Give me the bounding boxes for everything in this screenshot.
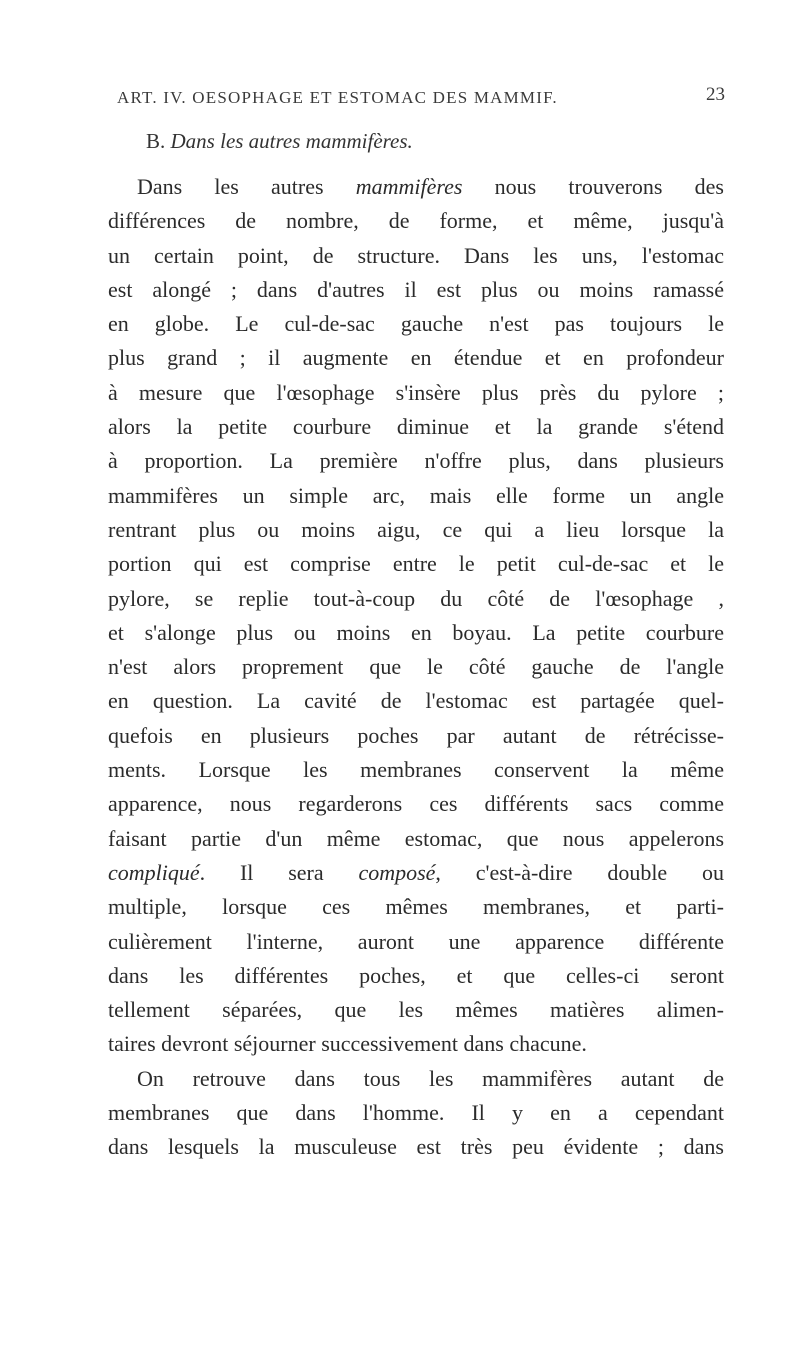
text-segment: nous trouverons des [462, 174, 724, 199]
text-line [108, 890, 724, 924]
text-segment: culièrement l'interne, auront une apparence différente [108, 928, 724, 954]
italic-term: composé [358, 859, 436, 885]
page-number: 23 [706, 84, 725, 105]
text-segment: en question. La cavité de l'estomac est partagée quel- [108, 688, 724, 714]
text-segment: faisant partie d'un même estomac, que nous appelerons [108, 825, 724, 851]
text-line [108, 582, 724, 616]
text-line [108, 341, 724, 375]
text-segment: et s'alonge plus ou moins en boyau. La petite courbure [108, 619, 724, 645]
text-line [108, 959, 724, 993]
text-line [108, 925, 724, 959]
text-segment: dans lesquels la musculeuse est très peu évidente ; dans [108, 1134, 724, 1160]
italic-term: mammifères [355, 174, 463, 199]
paragraph-2 [108, 1062, 724, 1165]
text-segment: apparence, nous regarderons ces différents sacs comme [108, 791, 724, 817]
text-segment: dans les différentes poches, et que celles-ci seront [108, 962, 724, 988]
text-segment: en globe. Le cul-de-sac gauche n'est pas toujours le [108, 311, 724, 337]
text-line [108, 787, 724, 821]
section-title: Dans les autres mammifères. [170, 129, 413, 153]
text-line [108, 307, 724, 341]
text-segment: alors la petite courbure diminue et la grande s'étend [108, 414, 724, 440]
text-segment: plus grand ; il augmente en étendue et en profondeur [108, 345, 724, 371]
paragraph-1 [108, 170, 724, 1062]
text-line [108, 1130, 724, 1164]
text-line [108, 170, 724, 204]
text-segment: à mesure que l'œsophage s'insère plus près du pylore ; [108, 379, 724, 405]
text-line [108, 239, 724, 273]
section-letter: B. [146, 129, 166, 153]
text-line [108, 1027, 724, 1061]
text-segment: taires devront séjourner successivement dans chacune. [108, 1031, 587, 1057]
text-segment: est alongé ; dans d'autres il est plus ou moins ramassé [108, 276, 724, 302]
text-segment: quefois en plusieurs poches par autant de rétrécisse- [108, 722, 724, 748]
text-segment: rentrant plus ou moins aigu, ce qui a lieu lorsque la [108, 516, 724, 542]
text-line [108, 753, 724, 787]
italic-term: compliqué [108, 859, 200, 885]
text-segment: mammifères un simple arc, mais elle forme un angle [108, 482, 724, 508]
text-line [108, 856, 724, 890]
text-segment: un certain point, de structure. Dans les uns, l'estomac [108, 242, 724, 268]
text-line [108, 684, 724, 718]
text-segment: pylore, se replie tout-à-coup du côté de l'œsophage , [108, 585, 724, 611]
text-line [108, 719, 724, 753]
text-segment: , c'est-à-dire double ou [435, 859, 724, 885]
section-heading [146, 129, 413, 154]
text-line [108, 993, 724, 1027]
running-head: ART. IV. OESOPHAGE ET ESTOMAC DES MAMMIF. [117, 88, 558, 107]
text-segment: Dans les autres [137, 174, 356, 199]
text-line [108, 513, 724, 547]
text-line [108, 273, 724, 307]
text-segment: . Il sera [199, 859, 359, 885]
text-segment: ments. Lorsque les membranes conservent la même [108, 757, 724, 783]
text-line [108, 444, 724, 478]
text-line [108, 376, 724, 410]
text-line [108, 1062, 724, 1096]
text-segment: multiple, lorsque ces mêmes membranes, et parti- [108, 894, 724, 920]
text-segment: portion qui est comprise entre le petit cul-de-sac et le [108, 551, 724, 577]
text-line [108, 1096, 724, 1130]
text-segment: à proportion. La première n'offre plus, dans plusieurs [108, 448, 724, 474]
text-line [108, 204, 724, 238]
text-line [108, 410, 724, 444]
text-segment: membranes que dans l'homme. Il y en a cependant [108, 1100, 724, 1126]
text-segment: différences de nombre, de forme, et même, jusqu'à [108, 208, 724, 234]
text-segment: tellement séparées, que les mêmes matières alimen- [108, 997, 724, 1023]
text-line [108, 479, 724, 513]
text-line [108, 547, 724, 581]
body-text [108, 170, 724, 1165]
text-line [108, 616, 724, 650]
text-segment: n'est alors proprement que le côté gauche de l'angle [108, 654, 724, 680]
text-segment: On retrouve dans tous les mammifères autant de [137, 1065, 724, 1091]
text-line [108, 650, 724, 684]
text-line [108, 822, 724, 856]
